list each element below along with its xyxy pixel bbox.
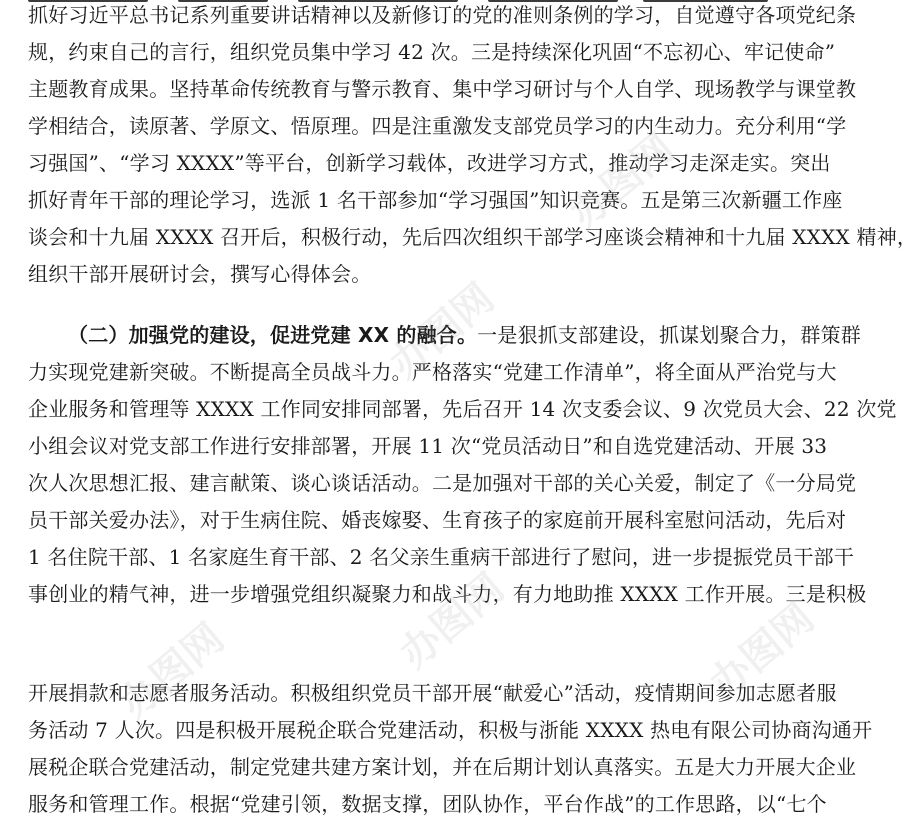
paragraph-3-line-3: 展税企联合党建活动，制定党建共建方案计划，并在后期计划认真落实。五是大力开展大企业 xyxy=(28,755,857,779)
watermark: 办图网 xyxy=(561,124,683,238)
paragraph-2-first-line-text: 一是狠抓支部建设，抓谋划聚合力，群策群 xyxy=(477,323,861,347)
paragraph-1-line-4: 学相结合，读原著、学原文、悟原理。四是注重激发支部党员学习的内生动力。充分利用“学 xyxy=(28,114,847,138)
page-break-gap xyxy=(0,618,800,678)
paragraph-2-line-4: 小组会议对党支部工作进行安排部署，开展 11 次“党员活动日”和自选党建活动、开展 33 xyxy=(28,434,828,458)
paragraph-2-line-5: 次人次思想汇报、建言献策、谈心谈话活动。二是加强对干部的关心关爱，制定了《一分局党 xyxy=(28,471,857,495)
paragraph-2-line-7: 1 名住院干部、1 名家庭生育干部、2 名父亲生重病干部进行了慰问，进一步提振党员干部干 xyxy=(28,545,855,569)
paragraph-2-first-line xyxy=(68,322,861,348)
paragraph-1-line-3: 主题教育成果。坚持革命传统教育与警示教育、集中学习研讨与个人自学、现场教学与课堂教 xyxy=(28,77,857,101)
paragraph-2-line-8: 事创业的精气神，进一步增强党组织凝聚力和战斗力，有力地助推 XXXX 工作开展。三是积极 xyxy=(28,582,867,606)
paragraph-1-line-7: 谈会和十九届 XXXX 召开后，积极行动，先后四次组织干部学习座谈会精神和十九届 XXXX 精神， xyxy=(28,225,917,249)
paragraph-3-line-1: 开展捐款和志愿者服务活动。积极组织党员干部开展“献爱心”活动，疫情期间参加志愿者服 xyxy=(28,681,837,705)
section-heading: （二）加强党的建设，促进党建 XX 的融合。 xyxy=(68,323,478,347)
paragraph-2-line-3: 企业服务和管理等 XXXX 工作同安排同部署，先后召开 14 次支委会议、9 次党员大会、22 次党 xyxy=(28,397,897,421)
paragraph-3-line-4: 服务和管理工作。根据“党建引领，数据支撑，团队协作，平台作战”的工作思路，以“七个 xyxy=(28,792,827,816)
paragraph-2-line-6: 员干部关爱办法》，对于生病住院、婚丧嫁娶、生育孩子的家庭前开展科室慰问活动，先后对 xyxy=(28,508,847,532)
paragraph-2-line-2: 力实现党建新突破。不断提高全员战斗力。严格落实“党建工作清单”，将全面从严治党与大 xyxy=(28,360,837,384)
paragraph-1-line-5: 习强国”、“学习 XXXX”等平台，创新学习载体，改进学习方式，推动学习走深走实。突出 xyxy=(28,151,831,175)
paragraph-1-line-8: 组织干部开展研讨会，撰写心得体会。 xyxy=(28,262,372,286)
paragraph-3-line-2: 务活动 7 人次。四是积极开展税企联合党建活动，积极与浙能 XXXX 热电有限公司协商沟通开 xyxy=(28,718,873,742)
paragraph-1-line-6: 抓好青年干部的理论学习，选派 1 名干部参加“学习强国”知识竞赛。五是第三次新疆工作座 xyxy=(28,188,843,212)
paragraph-1-line-2: 规，约束自己的言行，组织党员集中学习 42 次。三是持续深化巩固“不忘初心、牢记使命” xyxy=(28,40,836,64)
watermark: 办图网 xyxy=(381,274,503,388)
paragraph-1-line-1: 抓好习近平总书记系列重要讲话精神以及新修订的党的准则条例的学习，自觉遵守各项党纪条 xyxy=(28,3,857,27)
